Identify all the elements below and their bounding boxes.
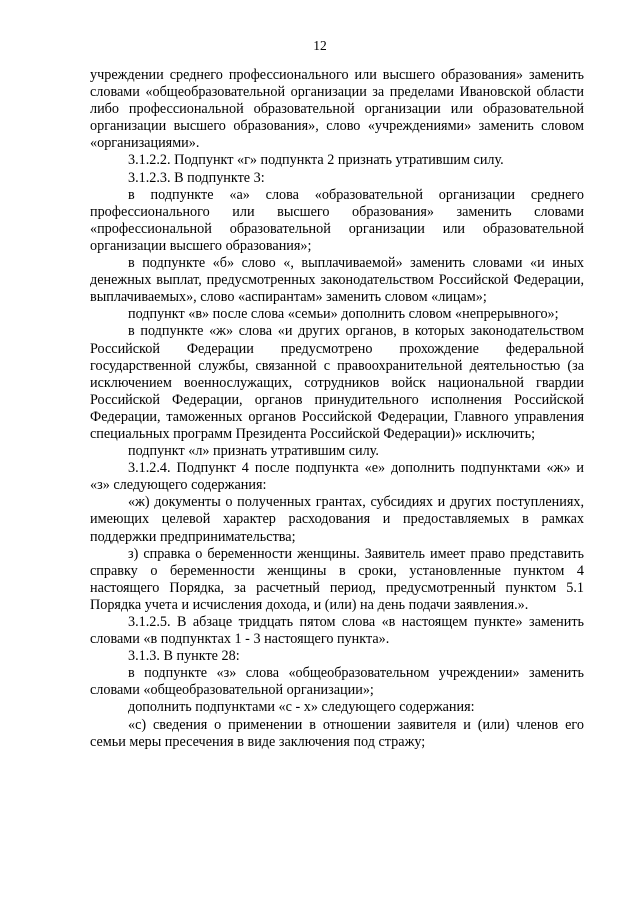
document-body [90, 67, 584, 751]
paragraph-subitem-v: подпункт «в» после слова «семьи» дополнить словом «непрерывного»; [128, 306, 559, 323]
paragraph-subitem-zh: в подпункте «ж» слова «и других органов, в которых законодательством Российской Федерации предусмотрено прохождение федеральной государственной службы, связанной с правоохранительной деятельностью (за исключением военнослужащих, сотрудников войск национальной гвардии Российской Федерации, органов принудительного исполнения Российской Федерации, таможенных органов Российской Федерации, Главного управления специальных программ Президента Российской Федерации)» исключить; [90, 323, 584, 442]
paragraph-3-1-2-4: 3.1.2.4. Подпункт 4 после подпункта «е» дополнить подпунктами «ж» и «з» следующего содержания: [90, 460, 584, 494]
paragraph-quote-zh: «ж) документы о полученных грантах, субсидиях и других поступлениях, имеющих целевой характер расходования и предоставляемых в рамках поддержки предпринимательства; [90, 494, 584, 545]
paragraph-add-subitems: дополнить подпунктами «с - х» следующего содержания: [128, 699, 475, 716]
paragraph-continuation: учреждении среднего профессионального или высшего образования» заменить словами «общеобразовательной организации за пределами Ивановской области либо профессиональной образовательной организации или образовательной организации высшего образования», слово «учреждениями» заменить словом «организациями». [90, 67, 584, 152]
paragraph-subitem-b: в подпункте «б» слово «, выплачиваемой» заменить словами «и иных денежных выплат, предусмотренных законодательством Российской Федерации, выплачиваемых», слово «аспирантам» заменить словом «лицам»; [90, 255, 584, 306]
paragraph-3-1-2-5: 3.1.2.5. В абзаце тридцать пятом слова «в настоящем пункте» заменить словами «в подпунктах 1 - 3 настоящего пункта». [90, 614, 584, 648]
paragraph-quote-z: з) справка о беременности женщины. Заявитель имеет право представить справку о беременности женщины в сроки, установленные пунктом 4 настоящего Порядка, за расчетный период, предусмотренный пунктом 5.1 Порядка учета и исчисления дохода, и (или) на день подачи заявления.». [90, 545, 584, 613]
paragraph-subitem-z: в подпункте «з» слова «общеобразовательном учреждении» заменить словами «общеобразовательной организации»; [90, 665, 584, 699]
paragraph-subitem-l: подпункт «л» признать утратившим силу. [128, 443, 379, 460]
paragraph-subitem-a: в подпункте «а» слова «образовательной организации среднего профессионального или высшего образования» заменить словами «профессиональной образовательной организации или образовательной организации высшего образования»; [90, 186, 584, 254]
paragraph-3-1-2-3: 3.1.2.3. В подпункте 3: [128, 169, 265, 186]
paragraph-quote-s: «с) сведения о применении в отношении заявителя и (или) членов его семьи меры пресечения в виде заключения под стражу; [90, 716, 584, 750]
paragraph-3-1-3: 3.1.3. В пункте 28: [128, 648, 240, 665]
paragraph-3-1-2-2: 3.1.2.2. Подпункт «г» подпункта 2 признать утратившим силу. [128, 152, 504, 169]
page-number: 12 [313, 38, 327, 53]
